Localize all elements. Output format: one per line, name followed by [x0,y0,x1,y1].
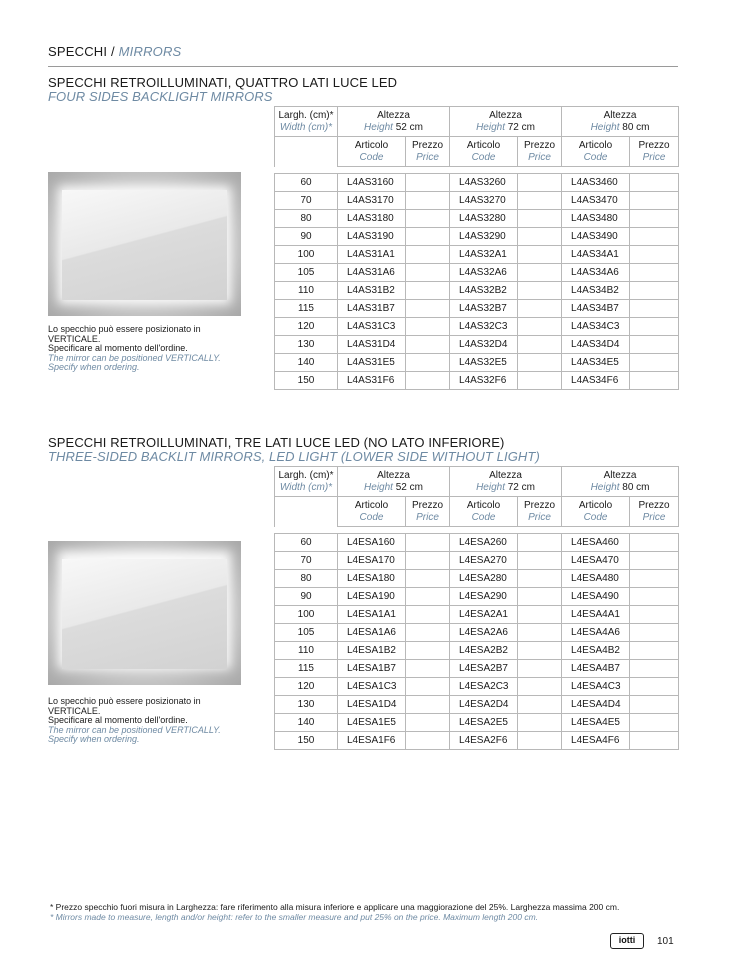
price-cell [406,624,450,642]
price-cell [406,660,450,678]
price-cell [406,570,450,588]
price-header: Prezzo Price [518,137,562,167]
code-cell: L4AS34A6 [562,264,630,282]
price-cell [630,264,679,282]
width-cell: 150 [275,372,338,390]
price-cell [518,570,562,588]
note-en-line: Specify when ordering. [48,362,140,372]
width-cell: 90 [275,228,338,246]
price-cell [518,624,562,642]
note-en-line: The mirror can be positioned VERTICALLY. [48,724,221,735]
footnote [50,903,690,922]
width-cell: 100 [275,246,338,264]
price-cell [630,174,679,192]
code-cell: L4ESA2C3 [450,678,518,696]
price-cell [406,174,450,192]
price-cell [518,552,562,570]
price-cell [518,732,562,750]
code-header: Articolo Code [338,137,406,167]
code-cell: L4AS3160 [338,174,406,192]
code-cell: L4ESA2A6 [450,624,518,642]
table-row [275,264,679,282]
code-cell: L4AS34B2 [562,282,630,300]
price-cell [630,714,679,732]
price-cell [630,588,679,606]
empty-header-cell [275,497,338,527]
price-cell [630,246,679,264]
code-cell: L4AS34E5 [562,354,630,372]
price-cell [630,678,679,696]
price-cell [406,318,450,336]
price-cell [630,372,679,390]
price-header: Prezzo Price [630,497,679,527]
code-cell: L4ESA270 [450,552,518,570]
price-cell [406,372,450,390]
table-body [275,174,679,390]
price-cell [518,372,562,390]
code-cell: L4ESA1C3 [338,678,406,696]
price-cell [630,282,679,300]
price-cell [630,732,679,750]
width-cell: 115 [275,300,338,318]
footnote-it: * Prezzo specchio fuori misura in Larghezza: fare riferimento alla misura inferiore e applicare una maggiorazione del 25%. Larghezza massima 200 cm. [50,902,620,912]
price-cell [406,678,450,696]
price-cell [518,696,562,714]
code-cell: L4ESA2D4 [450,696,518,714]
price-cell [518,192,562,210]
price-cell [518,174,562,192]
code-cell: L4AS34A1 [562,246,630,264]
code-cell: L4ESA170 [338,552,406,570]
code-cell: L4ESA4F6 [562,732,630,750]
code-cell: L4ESA2F6 [450,732,518,750]
code-cell: L4ESA2B7 [450,660,518,678]
mirror-glass [62,190,227,300]
code-header: Articolo Code [338,497,406,527]
price-cell [518,660,562,678]
price-cell [518,642,562,660]
table-row [275,714,679,732]
width-cell: 130 [275,696,338,714]
table-row [275,588,679,606]
price-cell [406,552,450,570]
brand-logo: iotti [610,933,644,949]
section-2-mirror-image [48,541,241,685]
width-cell: 130 [275,336,338,354]
code-cell: L4AS32E5 [450,354,518,372]
price-cell [518,336,562,354]
section-1-mirror-image [48,172,241,316]
price-cell [630,300,679,318]
price-cell [518,246,562,264]
section-1-price-table [274,106,679,390]
width-header: Largh. (cm)* Width (cm)* [275,107,338,137]
price-cell [406,606,450,624]
price-cell [630,642,679,660]
width-cell: 150 [275,732,338,750]
code-cell: L4AS3180 [338,210,406,228]
price-cell [518,534,562,552]
code-cell: L4ESA160 [338,534,406,552]
code-cell: L4AS3460 [562,174,630,192]
price-cell [518,300,562,318]
code-cell: L4ESA4C3 [562,678,630,696]
price-cell [518,354,562,372]
width-cell: 60 [275,174,338,192]
price-header: Prezzo Price [630,137,679,167]
code-cell: L4ESA1A1 [338,606,406,624]
price-cell [406,714,450,732]
table-row [275,678,679,696]
section-1-note [48,325,248,373]
width-cell: 70 [275,192,338,210]
header-sub: MIRRORS [118,44,182,59]
table-row [275,732,679,750]
code-cell: L4ESA2A1 [450,606,518,624]
note-it-line: Specificare al momento dell'ordine. [48,715,188,725]
height-header: Altezza Height 52 cm [338,467,450,497]
price-cell [406,300,450,318]
code-cell: L4AS32A6 [450,264,518,282]
price-cell [406,210,450,228]
width-cell: 120 [275,678,338,696]
code-cell: L4AS31B2 [338,282,406,300]
code-cell: L4AS32B2 [450,282,518,300]
code-cell: L4ESA1D4 [338,696,406,714]
code-cell: L4ESA180 [338,570,406,588]
note-it-line: Lo specchio può essere posizionato in [48,324,201,334]
table-row [275,570,679,588]
price-cell [518,678,562,696]
code-cell: L4AS34F6 [562,372,630,390]
price-cell [518,588,562,606]
note-it-line: Specificare al momento dell'ordine. [48,343,188,353]
section-2-note [48,697,248,745]
code-cell: L4ESA2E5 [450,714,518,732]
price-cell [630,696,679,714]
code-cell: L4ESA4A6 [562,624,630,642]
height-header: Altezza Height 80 cm [562,107,679,137]
code-cell: L4AS31B7 [338,300,406,318]
note-en-line: The mirror can be positioned VERTICALLY. [48,352,221,363]
section-1-title-it: SPECCHI RETROILLUMINATI, QUATTRO LATI LUCE LED [48,75,398,90]
width-cell: 110 [275,282,338,300]
code-cell: L4AS32C3 [450,318,518,336]
page-number: 101 [657,936,674,947]
width-cell: 110 [275,642,338,660]
code-cell: L4ESA490 [562,588,630,606]
code-header: Articolo Code [450,137,518,167]
price-header: Prezzo Price [518,497,562,527]
price-cell [630,192,679,210]
code-cell: L4AS3270 [450,192,518,210]
table-row [275,552,679,570]
code-cell: L4ESA4A1 [562,606,630,624]
price-cell [406,336,450,354]
code-cell: L4AS32B7 [450,300,518,318]
price-cell [630,534,679,552]
price-cell [518,318,562,336]
code-cell: L4AS3290 [450,228,518,246]
header-main: SPECCHI [48,44,108,59]
note-en-line: Specify when ordering. [48,734,140,744]
header-separator: / [107,44,119,59]
table-row [275,372,679,390]
code-cell: L4AS31A1 [338,246,406,264]
width-cell: 80 [275,570,338,588]
width-cell: 140 [275,714,338,732]
price-cell [518,714,562,732]
code-cell: L4ESA1E5 [338,714,406,732]
width-cell: 70 [275,552,338,570]
table-row [275,336,679,354]
header-rule [48,66,678,67]
width-cell: 100 [275,606,338,624]
price-cell [406,732,450,750]
code-cell: L4ESA4B7 [562,660,630,678]
price-header: Prezzo Price [406,137,450,167]
table-row [275,192,679,210]
code-cell: L4ESA4D4 [562,696,630,714]
height-header: Altezza Height 52 cm [338,107,450,137]
table-row [275,660,679,678]
price-cell [406,534,450,552]
code-cell: L4ESA260 [450,534,518,552]
code-cell: L4AS32A1 [450,246,518,264]
code-cell: L4AS3490 [562,228,630,246]
code-cell: L4AS34D4 [562,336,630,354]
table-row [275,624,679,642]
code-cell: L4AS3260 [450,174,518,192]
table-row [275,696,679,714]
code-cell: L4ESA190 [338,588,406,606]
table-row [275,174,679,192]
table-gap [275,167,679,174]
code-cell: L4ESA1F6 [338,732,406,750]
code-cell: L4AS34B7 [562,300,630,318]
note-it-line: Lo specchio può essere posizionato in [48,696,201,706]
price-cell [630,660,679,678]
price-cell [518,282,562,300]
width-cell: 60 [275,534,338,552]
section-2-title [48,436,688,464]
price-cell [630,228,679,246]
table-body [275,534,679,750]
code-header: Articolo Code [562,497,630,527]
code-cell: L4ESA470 [562,552,630,570]
code-header: Articolo Code [562,137,630,167]
price-cell [406,228,450,246]
code-cell: L4ESA460 [562,534,630,552]
code-cell: L4AS31E5 [338,354,406,372]
table-row [275,318,679,336]
code-cell: L4AS3470 [562,192,630,210]
code-cell: L4ESA2B2 [450,642,518,660]
table-row [275,246,679,264]
height-header: Altezza Height 80 cm [562,467,679,497]
price-cell [630,552,679,570]
footnote-en: * Mirrors made to measure, length and/or height: refer to the smaller measure and put 25% on the price. Maximum length 200 cm. [50,911,539,922]
price-cell [630,570,679,588]
table-row [275,282,679,300]
height-header: Altezza Height 72 cm [450,107,562,137]
width-cell: 120 [275,318,338,336]
code-cell: L4AS3170 [338,192,406,210]
code-cell: L4AS31C3 [338,318,406,336]
code-cell: L4ESA4B2 [562,642,630,660]
table-row [275,606,679,624]
table-row [275,300,679,318]
price-cell [518,210,562,228]
price-cell [406,588,450,606]
price-cell [518,606,562,624]
page-header [48,44,678,59]
code-cell: L4AS31F6 [338,372,406,390]
width-cell: 80 [275,210,338,228]
code-cell: L4AS31A6 [338,264,406,282]
price-cell [518,264,562,282]
price-cell [630,624,679,642]
table-row [275,354,679,372]
table-row [275,228,679,246]
mirror-glass [62,559,227,669]
price-cell [406,264,450,282]
price-cell [406,192,450,210]
table-row [275,642,679,660]
code-cell: L4AS3190 [338,228,406,246]
code-cell: L4ESA1B7 [338,660,406,678]
code-header: Articolo Code [450,497,518,527]
code-cell: L4AS32D4 [450,336,518,354]
price-cell [406,282,450,300]
section-1-title [48,76,688,104]
width-cell: 105 [275,624,338,642]
width-cell: 90 [275,588,338,606]
table-row [275,210,679,228]
price-cell [406,246,450,264]
code-cell: L4AS3480 [562,210,630,228]
code-cell: L4ESA280 [450,570,518,588]
price-cell [630,336,679,354]
code-cell: L4ESA1A6 [338,624,406,642]
section-2-price-table [274,466,679,750]
code-cell: L4ESA1B2 [338,642,406,660]
price-cell [630,318,679,336]
section-2-title-en: THREE-SIDED BACKLIT MIRRORS, LED LIGHT (LOWER SIDE WITHOUT LIGHT) [48,449,540,464]
code-cell: L4AS34C3 [562,318,630,336]
price-header: Prezzo Price [406,497,450,527]
price-cell [630,210,679,228]
price-cell [518,228,562,246]
width-cell: 115 [275,660,338,678]
price-cell [406,696,450,714]
price-cell [630,606,679,624]
price-cell [406,354,450,372]
code-cell: L4AS31D4 [338,336,406,354]
code-cell: L4ESA290 [450,588,518,606]
note-it-line: VERTICALE. [48,705,101,716]
empty-header-cell [275,137,338,167]
table-row [275,534,679,552]
width-cell: 105 [275,264,338,282]
code-cell: L4ESA480 [562,570,630,588]
price-cell [406,642,450,660]
price-cell [630,354,679,372]
table-gap [275,527,679,534]
section-1-title-en: FOUR SIDES BACKLIGHT MIRRORS [48,89,273,104]
code-cell: L4AS32F6 [450,372,518,390]
code-cell: L4ESA4E5 [562,714,630,732]
code-cell: L4AS3280 [450,210,518,228]
note-it-line: VERTICALE. [48,333,101,344]
width-header: Largh. (cm)* Width (cm)* [275,467,338,497]
width-cell: 140 [275,354,338,372]
height-header: Altezza Height 72 cm [450,467,562,497]
section-2-title-it: SPECCHI RETROILLUMINATI, TRE LATI LUCE LED (NO LATO INFERIORE) [48,435,505,450]
